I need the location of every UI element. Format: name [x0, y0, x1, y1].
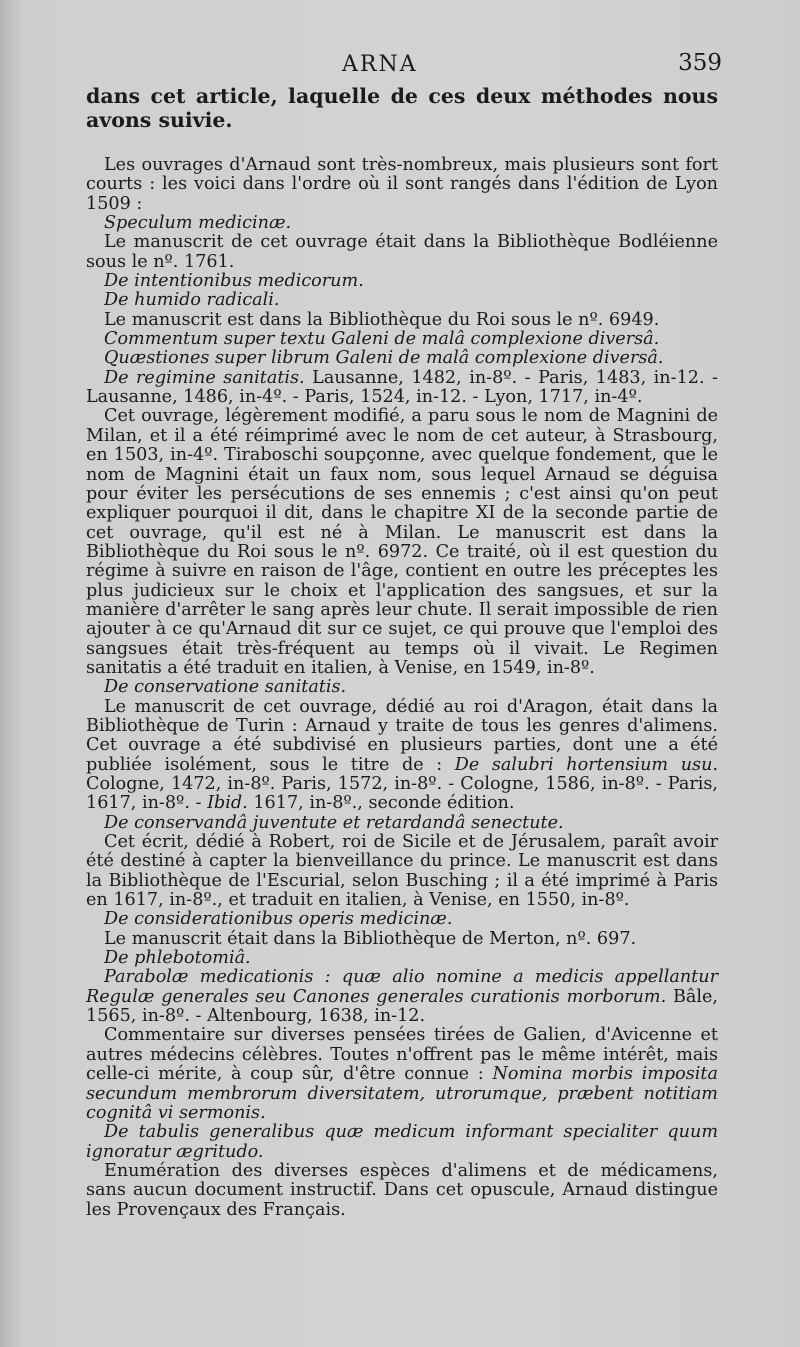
paragraph: Quæstiones super librum Galeni de malâ complexione diversâ. — [104, 348, 664, 369]
running-title: ARNA — [342, 52, 418, 77]
paragraph: Cet écrit, dédié à Robert, roi de Sicile et de Jérusalem, paraît avoir été destiné à capter la bienveillance du prince. Le manuscrit est dans la Bibliothèque de l'Escurial, selon Busching ; il a été imprimé à Paris en 1617, in-8º., et traduit en italien, à Venise, en 1550, in-8º. — [86, 832, 718, 911]
paragraph: De humido radicali. — [104, 290, 280, 311]
running-header — [86, 48, 722, 84]
paragraph: De considerationibus operis medicinæ. — [104, 909, 453, 930]
paragraph: Commentum super textu Galeni de malâ complexione diversâ. — [104, 329, 660, 350]
paragraph: Les ouvrages d'Arnaud sont très-nombreux, mais plusieurs sont fort courts : les voici dans l'ordre où il sont rangés dans l'édition de Lyon 1509 : — [86, 155, 718, 214]
page-body — [86, 84, 718, 1220]
paragraph: De conservandâ juventute et retardandâ senectute. — [104, 812, 564, 833]
paragraph: Commentaire sur diverses pensées tirées de Galien, d'Avicenne et autres médecins célèbres. Toutes n'offrent pas le même intérêt, mais celle-ci mérite, à coup sûr, d'être connue : Nomina morbis imposita secundum membrorum diversitatem, utrorumque, præbent notitiam cognitâ vi sermonis. — [86, 1025, 718, 1123]
paragraph: De regimine sanitatis. Lausanne, 1482, in-8º. - Paris, 1483, in-12. - Lausanne, 1486, in-4º. - Paris, 1524, in-12. - Lyon, 1717, in-4º. — [86, 367, 718, 408]
paragraph: Le manuscrit était dans la Bibliothèque de Merton, nº. 697. — [104, 928, 637, 949]
paragraph: dans cet article, laquelle de ces deux méthodes nous avons suivie. — [86, 84, 718, 132]
paragraph: Speculum medicinæ. — [104, 213, 292, 234]
paragraph: De intentionibus medicorum. — [104, 271, 364, 292]
paragraph: Cet ouvrage, légèrement modifié, a paru sous le nom de Magnini de Milan, et il a été réimprimé avec le nom de cet auteur, à Strasbourg, en 1503, in-4º. Tiraboschi soupçonne, avec quelque fondement, que le nom de Magnini était un faux nom, sous lequel Arnaud se déguisa pour éviter les persécutions de ses ennemis ; c'est ainsi qu'on peut expliquer pourquoi il dit, dans le chapitre XI de la seconde partie de cet ouvrage, qu'il est né à Milan. Le manuscrit est dans la Bibliothèque du Roi sous le nº. 6972. Ce traité, où il est question du régime à suivre en raison de l'âge, contient en outre les préceptes les plus judicieux sur le choix et l'application des sangsues, et sur la manière d'arrêter le sang après leur chute. Il serait impossible de rien ajouter à ce qu'Arnaud dit sur ce sujet, ce qui prouve que l'emploi des sangsues était très-fréquent au temps où il vivait. Le Regimen sanitatis a été traduit en italien, à Venise, en 1549, in-8º. — [86, 406, 718, 678]
page-number: 359 — [678, 50, 722, 76]
paragraph: De phlebotomiâ. — [104, 948, 251, 969]
paragraph: Le manuscrit est dans la Bibliothèque du Roi sous le nº. 6949. — [104, 309, 660, 330]
paragraph: Parabolæ medicationis : quæ alio nomine a medicis appellantur Regulæ generales seu Canones generales curationis morborum. Bâle, 1565, in-8º. - Altenbourg, 1638, in-12. — [86, 967, 718, 1027]
paragraph: De conservatione sanitatis. — [104, 677, 347, 698]
paragraph: Le manuscrit de cet ouvrage était dans la Bibliothèque Bodléienne sous le nº. 1761. — [86, 232, 718, 272]
paragraph: Enumération des diverses espèces d'alimens et de médicamens, sans aucun document instructif. Dans cet opuscule, Arnaud distingue les Provençaux des Français. — [86, 1160, 718, 1220]
paragraph: Le manuscrit de cet ouvrage, dédié au roi d'Aragon, était dans la Bibliothèque de Turin : Arnaud y traite de tous les genres d'alimens. Cet ouvrage a été subdivisé en plusieurs parties, dont une a été publiée isolément, sous le titre de : De salubri hortensium usu. Cologne, 1472, in-8º. Paris, 1572, in-8º. - Cologne, 1586, in-8º. - Paris, 1617, in-8º. - Ibid. 1617, in-8º., seconde édition. — [86, 696, 718, 814]
paragraph: De tabulis generalibus quæ medicum informant specialiter quum ignoratur ægritudo. — [86, 1122, 718, 1162]
